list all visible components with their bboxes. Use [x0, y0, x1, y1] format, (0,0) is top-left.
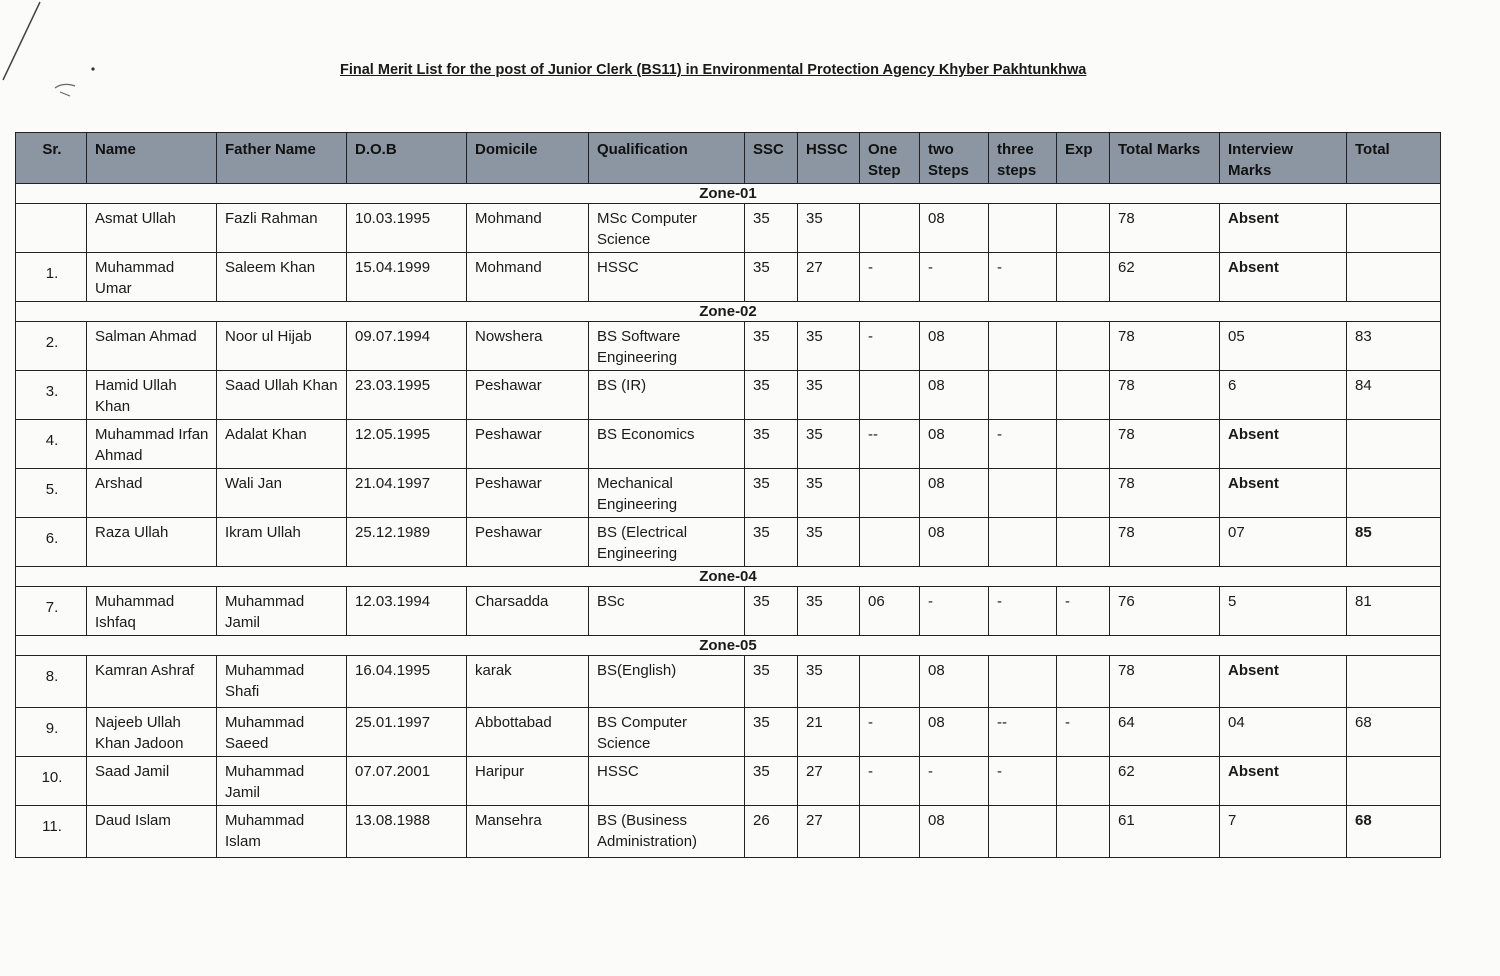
qualification-cell: BS (IR): [589, 371, 745, 420]
dob-cell: 12.03.1994: [347, 587, 467, 636]
one-step-cell: 06: [860, 587, 920, 636]
ssc-cell: 35: [745, 371, 798, 420]
ssc-cell: 35: [745, 469, 798, 518]
domicile-cell: Mohmand: [467, 204, 589, 253]
total-cell: [1347, 656, 1441, 708]
dob-cell: 12.05.1995: [347, 420, 467, 469]
interview-marks-cell: 6: [1220, 371, 1347, 420]
dob-cell: 13.08.1988: [347, 806, 467, 858]
table-row: [16, 253, 1441, 302]
table-row: [16, 204, 1441, 253]
interview-marks-cell: Absent: [1220, 656, 1347, 708]
col-header-total-marks: Total Marks: [1110, 133, 1220, 184]
father-name-cell: Saleem Khan: [217, 253, 347, 302]
interview-marks-cell: Absent: [1220, 253, 1347, 302]
exp-cell: [1057, 204, 1110, 253]
two-steps-cell: 08: [920, 322, 989, 371]
qualification-cell: BS (Business Administration): [589, 806, 745, 858]
sr-cell: 4.: [16, 420, 87, 469]
one-step-cell: [860, 806, 920, 858]
table-row: [16, 587, 1441, 636]
exp-cell: -: [1057, 587, 1110, 636]
total-cell: [1347, 469, 1441, 518]
name-cell: Muhammad Ishfaq: [87, 587, 217, 636]
three-steps-cell: --: [989, 708, 1057, 757]
interview-marks-cell: Absent: [1220, 204, 1347, 253]
dob-cell: 16.04.1995: [347, 656, 467, 708]
exp-cell: [1057, 806, 1110, 858]
col-header-qualification: Qualification: [589, 133, 745, 184]
merit-list-table: [15, 132, 1441, 858]
hssc-cell: 35: [798, 420, 860, 469]
domicile-cell: Abbottabad: [467, 708, 589, 757]
name-cell: Saad Jamil: [87, 757, 217, 806]
three-steps-cell: -: [989, 587, 1057, 636]
ssc-cell: 35: [745, 253, 798, 302]
two-steps-cell: 08: [920, 371, 989, 420]
total-cell: 68: [1347, 806, 1441, 858]
three-steps-cell: [989, 371, 1057, 420]
total-cell: 84: [1347, 371, 1441, 420]
one-step-cell: --: [860, 420, 920, 469]
three-steps-cell: [989, 806, 1057, 858]
name-cell: Muhammad Irfan Ahmad: [87, 420, 217, 469]
sr-cell: [16, 204, 87, 253]
name-cell: Daud Islam: [87, 806, 217, 858]
hssc-cell: 35: [798, 656, 860, 708]
interview-marks-cell: 5: [1220, 587, 1347, 636]
table-row: [16, 806, 1441, 858]
three-steps-cell: [989, 656, 1057, 708]
ssc-cell: 35: [745, 204, 798, 253]
sr-cell: 6.: [16, 518, 87, 567]
name-cell: Arshad: [87, 469, 217, 518]
interview-marks-cell: 07: [1220, 518, 1347, 567]
col-header-two-steps: two Steps: [920, 133, 989, 184]
total-cell: 81: [1347, 587, 1441, 636]
hssc-cell: 35: [798, 469, 860, 518]
dob-cell: 09.07.1994: [347, 322, 467, 371]
domicile-cell: karak: [467, 656, 589, 708]
sr-cell: 11.: [16, 806, 87, 858]
name-cell: Kamran Ashraf: [87, 656, 217, 708]
hssc-cell: 35: [798, 371, 860, 420]
domicile-cell: Peshawar: [467, 420, 589, 469]
interview-marks-cell: Absent: [1220, 420, 1347, 469]
table-row: [16, 322, 1441, 371]
sr-cell: 5.: [16, 469, 87, 518]
name-cell: Asmat Ullah: [87, 204, 217, 253]
name-cell: Najeeb Ullah Khan Jadoon: [87, 708, 217, 757]
one-step-cell: -: [860, 322, 920, 371]
qualification-cell: BS (Electrical Engineering: [589, 518, 745, 567]
hssc-cell: 35: [798, 322, 860, 371]
ssc-cell: 35: [745, 322, 798, 371]
domicile-cell: Haripur: [467, 757, 589, 806]
dob-cell: 10.03.1995: [347, 204, 467, 253]
domicile-cell: Mansehra: [467, 806, 589, 858]
three-steps-cell: -: [989, 420, 1057, 469]
dob-cell: 25.12.1989: [347, 518, 467, 567]
total-marks-cell: 78: [1110, 518, 1220, 567]
sr-cell: 10.: [16, 757, 87, 806]
exp-cell: -: [1057, 708, 1110, 757]
ssc-cell: 35: [745, 420, 798, 469]
zone-label: Zone-01: [16, 184, 1441, 204]
exp-cell: [1057, 322, 1110, 371]
table-header: [16, 133, 1441, 184]
table-row: [16, 656, 1441, 708]
table-body: [16, 184, 1441, 858]
one-step-cell: -: [860, 253, 920, 302]
father-name-cell: Adalat Khan: [217, 420, 347, 469]
domicile-cell: Nowshera: [467, 322, 589, 371]
page-title: Final Merit List for the post of Junior Clerk (BS11) in Environmental Protection Agency Khyber Pakhtunkhwa: [340, 62, 1087, 78]
domicile-cell: Charsadda: [467, 587, 589, 636]
hssc-cell: 35: [798, 587, 860, 636]
col-header-one-step: One Step: [860, 133, 920, 184]
exp-cell: [1057, 656, 1110, 708]
two-steps-cell: 08: [920, 656, 989, 708]
total-marks-cell: 78: [1110, 322, 1220, 371]
col-header-hssc: HSSC: [798, 133, 860, 184]
qualification-cell: MSc Computer Science: [589, 204, 745, 253]
zone-label: Zone-05: [16, 636, 1441, 656]
col-header-domicile: Domicile: [467, 133, 589, 184]
total-marks-cell: 62: [1110, 253, 1220, 302]
exp-cell: [1057, 469, 1110, 518]
table-row: [16, 420, 1441, 469]
total-marks-cell: 78: [1110, 469, 1220, 518]
three-steps-cell: [989, 322, 1057, 371]
exp-cell: [1057, 420, 1110, 469]
sr-cell: 8.: [16, 656, 87, 708]
table-row: [16, 371, 1441, 420]
one-step-cell: [860, 518, 920, 567]
sr-cell: 9.: [16, 708, 87, 757]
exp-cell: [1057, 757, 1110, 806]
father-name-cell: Ikram Ullah: [217, 518, 347, 567]
table-row: [16, 708, 1441, 757]
ssc-cell: 35: [745, 708, 798, 757]
zone-header-row: [16, 567, 1441, 587]
one-step-cell: [860, 371, 920, 420]
father-name-cell: Fazli Rahman: [217, 204, 347, 253]
col-header-name: Name: [87, 133, 217, 184]
total-marks-cell: 76: [1110, 587, 1220, 636]
qualification-cell: BS Software Engineering: [589, 322, 745, 371]
three-steps-cell: -: [989, 757, 1057, 806]
total-cell: [1347, 420, 1441, 469]
zone-header-row: [16, 184, 1441, 204]
two-steps-cell: 08: [920, 708, 989, 757]
three-steps-cell: [989, 204, 1057, 253]
zone-header-row: [16, 636, 1441, 656]
exp-cell: [1057, 371, 1110, 420]
father-name-cell: Noor ul Hijab: [217, 322, 347, 371]
two-steps-cell: 08: [920, 469, 989, 518]
domicile-cell: Mohmand: [467, 253, 589, 302]
name-cell: Raza Ullah: [87, 518, 217, 567]
qualification-cell: HSSC: [589, 757, 745, 806]
total-cell: 68: [1347, 708, 1441, 757]
two-steps-cell: -: [920, 253, 989, 302]
total-cell: [1347, 204, 1441, 253]
dob-cell: 15.04.1999: [347, 253, 467, 302]
ssc-cell: 26: [745, 806, 798, 858]
hssc-cell: 27: [798, 253, 860, 302]
two-steps-cell: 08: [920, 518, 989, 567]
father-name-cell: Saad Ullah Khan: [217, 371, 347, 420]
col-header-total: Total: [1347, 133, 1441, 184]
one-step-cell: -: [860, 757, 920, 806]
total-marks-cell: 78: [1110, 656, 1220, 708]
total-cell: 83: [1347, 322, 1441, 371]
domicile-cell: Peshawar: [467, 518, 589, 567]
col-header-interview-marks: Interview Marks: [1220, 133, 1347, 184]
col-header-father-name: Father Name: [217, 133, 347, 184]
hssc-cell: 27: [798, 806, 860, 858]
interview-marks-cell: Absent: [1220, 757, 1347, 806]
sr-cell: 3.: [16, 371, 87, 420]
dob-cell: 23.03.1995: [347, 371, 467, 420]
hssc-cell: 27: [798, 757, 860, 806]
two-steps-cell: 08: [920, 806, 989, 858]
ssc-cell: 35: [745, 518, 798, 567]
total-marks-cell: 78: [1110, 371, 1220, 420]
total-marks-cell: 64: [1110, 708, 1220, 757]
dob-cell: 25.01.1997: [347, 708, 467, 757]
exp-cell: [1057, 518, 1110, 567]
col-header-exp: Exp: [1057, 133, 1110, 184]
three-steps-cell: [989, 518, 1057, 567]
col-header-sr: Sr.: [16, 133, 87, 184]
table-row: [16, 757, 1441, 806]
hssc-cell: 21: [798, 708, 860, 757]
ssc-cell: 35: [745, 656, 798, 708]
one-step-cell: -: [860, 708, 920, 757]
pen-scribble-mark: [0, 0, 120, 130]
total-marks-cell: 62: [1110, 757, 1220, 806]
total-cell: [1347, 253, 1441, 302]
hssc-cell: 35: [798, 518, 860, 567]
col-header-dob: D.O.B: [347, 133, 467, 184]
two-steps-cell: -: [920, 587, 989, 636]
name-cell: Hamid Ullah Khan: [87, 371, 217, 420]
one-step-cell: [860, 204, 920, 253]
dob-cell: 21.04.1997: [347, 469, 467, 518]
zone-label: Zone-04: [16, 567, 1441, 587]
total-marks-cell: 61: [1110, 806, 1220, 858]
ssc-cell: 35: [745, 587, 798, 636]
header-row: [16, 133, 1441, 184]
qualification-cell: BS Economics: [589, 420, 745, 469]
name-cell: Salman Ahmad: [87, 322, 217, 371]
father-name-cell: Muhammad Jamil: [217, 587, 347, 636]
total-cell: 85: [1347, 518, 1441, 567]
three-steps-cell: [989, 469, 1057, 518]
total-cell: [1347, 757, 1441, 806]
qualification-cell: BS Computer Science: [589, 708, 745, 757]
name-cell: Muhammad Umar: [87, 253, 217, 302]
father-name-cell: Muhammad Islam: [217, 806, 347, 858]
table-row: [16, 469, 1441, 518]
sr-cell: 2.: [16, 322, 87, 371]
father-name-cell: Muhammad Jamil: [217, 757, 347, 806]
three-steps-cell: -: [989, 253, 1057, 302]
zone-header-row: [16, 302, 1441, 322]
two-steps-cell: -: [920, 757, 989, 806]
hssc-cell: 35: [798, 204, 860, 253]
two-steps-cell: 08: [920, 420, 989, 469]
two-steps-cell: 08: [920, 204, 989, 253]
total-marks-cell: 78: [1110, 204, 1220, 253]
interview-marks-cell: 05: [1220, 322, 1347, 371]
total-marks-cell: 78: [1110, 420, 1220, 469]
father-name-cell: Muhammad Shafi: [217, 656, 347, 708]
father-name-cell: Wali Jan: [217, 469, 347, 518]
qualification-cell: BSc: [589, 587, 745, 636]
col-header-ssc: SSC: [745, 133, 798, 184]
exp-cell: [1057, 253, 1110, 302]
father-name-cell: Muhammad Saeed: [217, 708, 347, 757]
qualification-cell: HSSC: [589, 253, 745, 302]
sr-cell: 1.: [16, 253, 87, 302]
interview-marks-cell: 04: [1220, 708, 1347, 757]
domicile-cell: Peshawar: [467, 371, 589, 420]
ssc-cell: 35: [745, 757, 798, 806]
zone-label: Zone-02: [16, 302, 1441, 322]
interview-marks-cell: Absent: [1220, 469, 1347, 518]
dob-cell: 07.07.2001: [347, 757, 467, 806]
qualification-cell: Mechanical Engineering: [589, 469, 745, 518]
col-header-three-steps: three steps: [989, 133, 1057, 184]
interview-marks-cell: 7: [1220, 806, 1347, 858]
one-step-cell: [860, 656, 920, 708]
one-step-cell: [860, 469, 920, 518]
sr-cell: 7.: [16, 587, 87, 636]
qualification-cell: BS(English): [589, 656, 745, 708]
domicile-cell: Peshawar: [467, 469, 589, 518]
table-row: [16, 518, 1441, 567]
